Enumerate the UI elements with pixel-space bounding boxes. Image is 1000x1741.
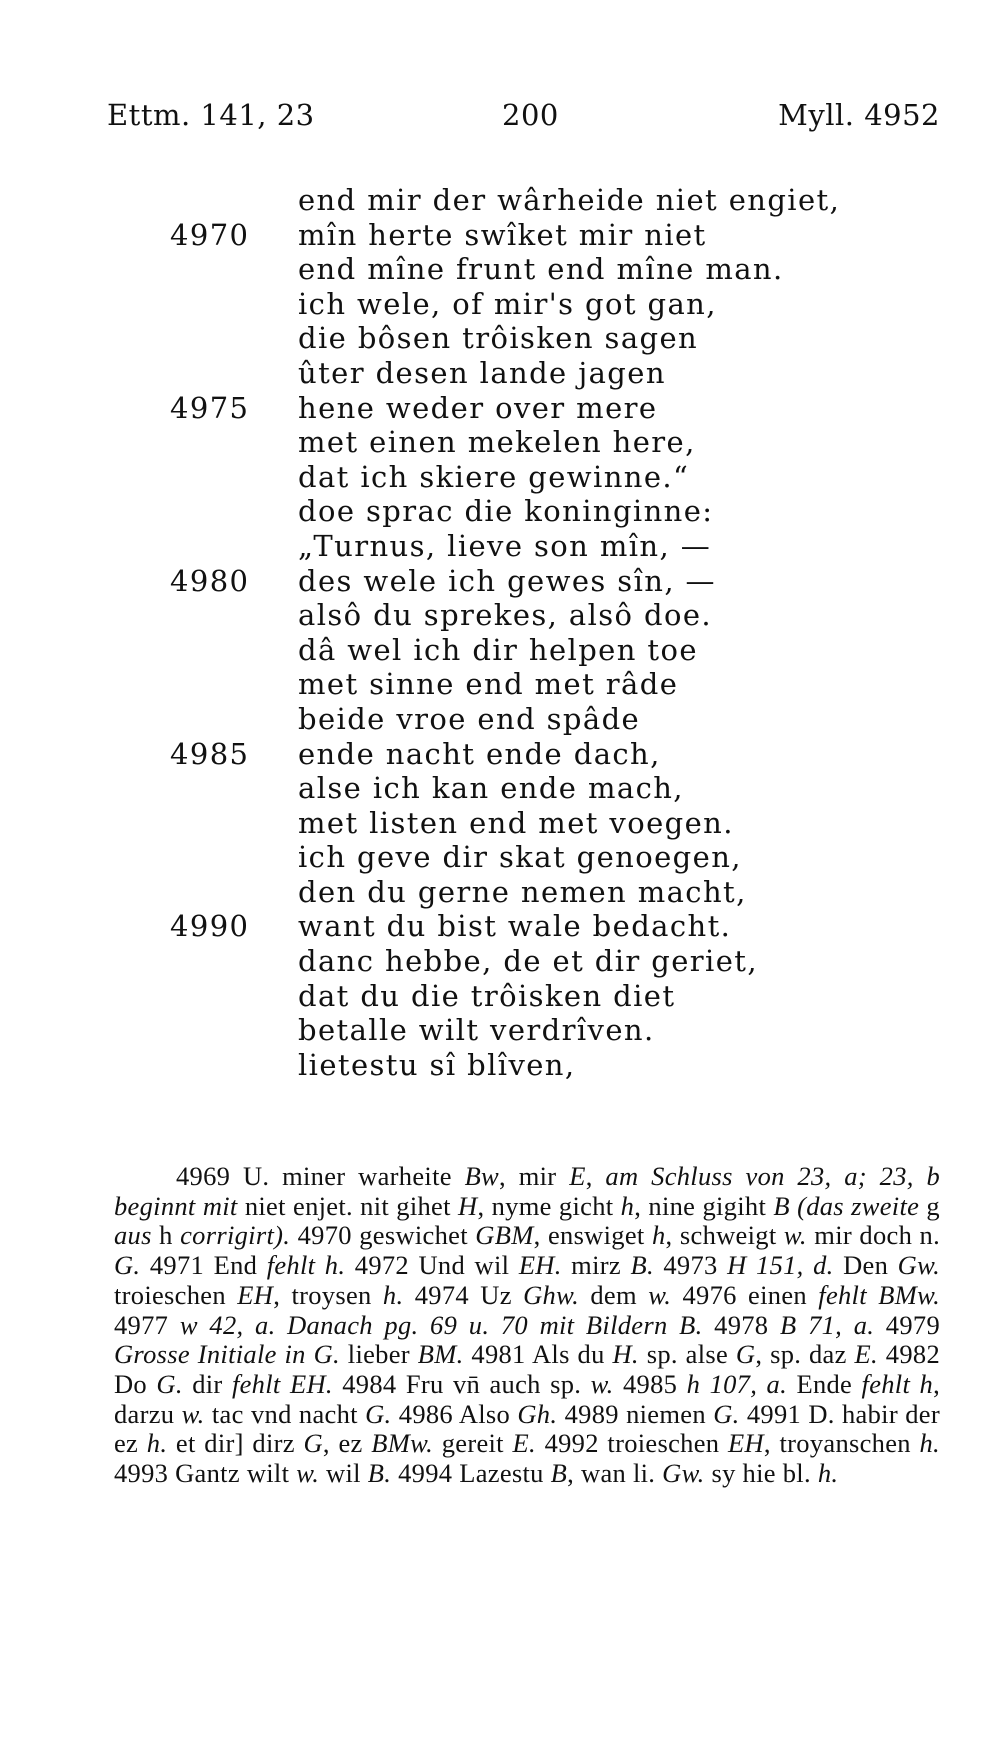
apparatus-segment: , enswiget [533,1220,652,1251]
apparatus-segment: BM. [417,1339,464,1370]
apparatus-segment: GBM [475,1220,534,1251]
apparatus-segment: sp. alse [638,1339,736,1370]
apparatus-segment: w 42, a. Danach pg. 69 u. 70 mit Bildern B. [179,1309,703,1340]
apparatus-segment: h 107, a. [686,1368,788,1399]
apparatus-segment: dem [579,1279,649,1310]
apparatus-segment: 4970 geswichet [290,1220,476,1251]
apparatus-segment: 4969 U. miner warheite [176,1161,465,1191]
apparatus-segment: h [651,1220,666,1251]
verse-text [170,183,930,1082]
apparatus-segment: E [569,1161,586,1191]
apparatus-segment: 4981 Als du [463,1339,613,1370]
apparatus-segment: , nyme gicht [477,1190,621,1221]
apparatus-segment: , darzu [114,1368,941,1429]
apparatus-segment: Grosse Initiale in G. [114,1339,340,1370]
header-right: Myll. 4952 [778,98,940,132]
apparatus-segment: fehlt h [861,1368,934,1399]
apparatus-segment: 4978 [702,1309,780,1340]
verse-text-line: met einen mekelen here, [298,425,696,460]
verse-text-line: end mîne frunt end mîne man. [298,252,784,287]
apparatus-segment: fehlt EH. [231,1368,333,1399]
apparatus-segment: B [550,1458,568,1489]
verse-line [170,321,930,356]
apparatus-segment: , ez [322,1428,372,1459]
apparatus-segment: h [151,1220,181,1251]
verse-text-line: betalle wilt verdrîven. [298,1013,655,1048]
verse-text-line: alse ich kan ende mach, [298,771,684,806]
apparatus-segment: 4972 Und wil [345,1250,519,1281]
apparatus-segment: mir doch n. [806,1220,941,1251]
apparatus-segment: am Schluss von 23, a; 23, b beginnt mit [114,1161,940,1221]
apparatus-segment: h. [919,1428,940,1459]
verse-line [170,1048,930,1083]
apparatus-segment: lieber [339,1339,418,1370]
verse-line [170,356,930,391]
line-number: 4970 [170,217,250,252]
verse-line [170,840,930,875]
verse-line [170,875,930,910]
apparatus-segment: w. [590,1368,614,1399]
apparatus-segment: h [620,1190,635,1221]
apparatus-segment: B. [367,1458,392,1489]
verse-line [170,183,930,218]
verse-text-line: danc hebbe, de et dir geriet, [298,944,758,979]
verse-text-line: ûter desen lande jagen [298,355,666,390]
verse-text-line: die bôsen trôisken sagen [298,321,699,356]
verse-line [170,633,930,668]
verse-line [170,564,930,599]
apparatus-segment: , [585,1161,606,1191]
apparatus-segment: et dir] dirz [167,1428,304,1459]
apparatus-segment: Gw. [662,1458,705,1489]
apparatus-segment: fehlt h. [266,1250,346,1281]
apparatus-segment: h. [382,1279,404,1310]
apparatus-segment: 4977 [114,1309,180,1340]
apparatus-segment: , troysen [273,1279,383,1310]
apparatus-segment: , troyanschen [763,1428,920,1459]
verse-line [170,909,930,944]
header-left: Ettm. 141, 23 [107,98,315,132]
line-number: 4980 [170,563,250,598]
verse-text-line: want du bist wale bedacht. [298,909,732,944]
verse-line [170,667,930,702]
line-number: 4985 [170,736,250,771]
apparatus-segment: troieschen [114,1279,238,1310]
apparatus-segment: 4979 [874,1309,940,1340]
verse-text-line: beide vroe end spâde [298,701,641,736]
apparatus-segment: fehlt BMw. [818,1279,941,1310]
verse-text-line: mîn herte swîket mir niet [298,217,707,252]
apparatus-segment: 4982 Do [114,1339,940,1399]
verse-text-line: met listen end met voegen. [298,805,734,840]
apparatus-segment: , wan li. [567,1458,663,1489]
apparatus-segment: Gh. [517,1398,558,1429]
verse-text-line: ende nacht ende dach, [298,736,661,771]
apparatus-segment: E. [512,1428,536,1459]
apparatus-segment: 4985 [613,1368,687,1399]
apparatus-segment: 4994 Lazestu [391,1458,551,1489]
verse-line [170,598,930,633]
apparatus-segment: 4992 troieschen [535,1428,728,1459]
apparatus-segment: w. [783,1220,807,1251]
verse-line [170,944,930,979]
apparatus-segment: 4986 Also [391,1398,518,1429]
apparatus-segment: E. [854,1339,878,1370]
verse-text-line: dat du die trôisken diet [298,978,676,1013]
verse-text-line: met sinne end met râde [298,667,679,702]
verse-line [170,425,930,460]
apparatus-segment: G. [156,1368,183,1399]
apparatus-segment: h. [146,1428,168,1459]
apparatus-segment: niet enjet. nit gihet [237,1190,459,1221]
verse-line [170,391,930,426]
verse-text-line: doe sprac die koninginne: [298,494,714,529]
apparatus-segment: EH. [518,1250,562,1281]
apparatus-segment: , schweigt [665,1220,784,1251]
apparatus-segment: B. [630,1250,654,1281]
verse-line [170,460,930,495]
critical-apparatus [114,1162,940,1489]
apparatus-segment: mirz [561,1250,631,1281]
apparatus-segment: , nine gigiht [634,1190,774,1221]
apparatus-segment: B 71, a. [779,1309,875,1340]
apparatus-segment: , mir [499,1161,570,1191]
apparatus-segment: Bw [464,1161,500,1191]
verse-text-line: den du gerne nemen macht, [298,874,747,909]
verse-line [170,979,930,1014]
apparatus-segment: 4971 End [140,1250,267,1281]
apparatus-segment: B (das zweite [773,1190,920,1221]
apparatus-segment: sy hie bl. [704,1458,818,1489]
verse-line [170,494,930,529]
apparatus-segment: dir [182,1368,232,1399]
running-header [107,98,940,138]
verse-text-line: „Turnus, lieve son mîn, — [298,528,712,563]
verse-line [170,287,930,322]
apparatus-segment: 4976 einen [671,1279,819,1310]
apparatus-segment: , sp. daz [755,1339,855,1370]
line-number: 4975 [170,390,250,425]
page-number: 200 [502,98,559,132]
apparatus-segment: H 151, d. [727,1250,834,1281]
apparatus-segment: G [735,1339,756,1370]
apparatus-segment: G. [713,1398,740,1429]
verse-line [170,771,930,806]
apparatus-segment: w. [296,1458,320,1489]
apparatus-segment: tac vnd nacht [204,1398,366,1429]
apparatus-segment: G [303,1428,323,1459]
apparatus-segment: Ende [787,1368,862,1399]
verse-text-line: lietestu sî blîven, [298,1047,576,1082]
apparatus-segment: EH [237,1279,274,1310]
apparatus-segment: Gw. [897,1250,941,1281]
verse-line [170,529,930,564]
verse-text-line: ich geve dir skat genoegen, [298,840,742,875]
verse-text-line: alsô du sprekes, alsô doe. [298,598,713,633]
apparatus-segment: G. [114,1250,141,1281]
apparatus-segment: g [919,1190,940,1221]
verse-line [170,737,930,772]
verse-text-line: dat ich skiere gewinne.“ [298,459,690,494]
apparatus-segment: corrigirt). [180,1220,291,1251]
apparatus-segment: w. [181,1398,205,1429]
apparatus-segment: 4973 [653,1250,728,1281]
verse-line [170,702,930,737]
verse-text-line: dâ wel ich dir helpen toe [298,632,698,667]
apparatus-segment: 4991 D. habir der ez [114,1398,940,1459]
apparatus-segment: Den [833,1250,898,1281]
line-number: 4990 [170,909,250,944]
verse-text-line: end mir der wârheide niet engiet, [298,183,841,217]
apparatus-segment: 4989 niemen [557,1398,714,1429]
apparatus-segment: G. [365,1398,392,1429]
verse-line [170,218,930,253]
apparatus-segment: w. [648,1279,672,1310]
apparatus-segment: wil [319,1458,368,1489]
apparatus-segment: aus [114,1220,152,1251]
verse-line [170,252,930,287]
apparatus-segment: 4974 Uz [403,1279,524,1310]
apparatus-segment: h. [817,1458,839,1489]
apparatus-segment: Ghw. [523,1279,580,1310]
verse-text-line: hene weder over mere [298,390,658,425]
apparatus-segment: 4993 Gantz wilt [114,1458,297,1489]
verse-text-line: ich wele, of mir's got gan, [298,286,717,321]
apparatus-segment: EH [727,1428,764,1459]
verse-line [170,1013,930,1048]
verse-line [170,806,930,841]
apparatus-segment: gereit [433,1428,513,1459]
apparatus-segment: H [458,1190,478,1221]
apparatus-segment: BMw. [371,1428,434,1459]
verse-text-line: des wele ich gewes sîn, — [298,563,716,598]
apparatus-segment: 4984 Fru vn̄ auch sp. [332,1368,591,1399]
apparatus-segment: H. [612,1339,639,1370]
